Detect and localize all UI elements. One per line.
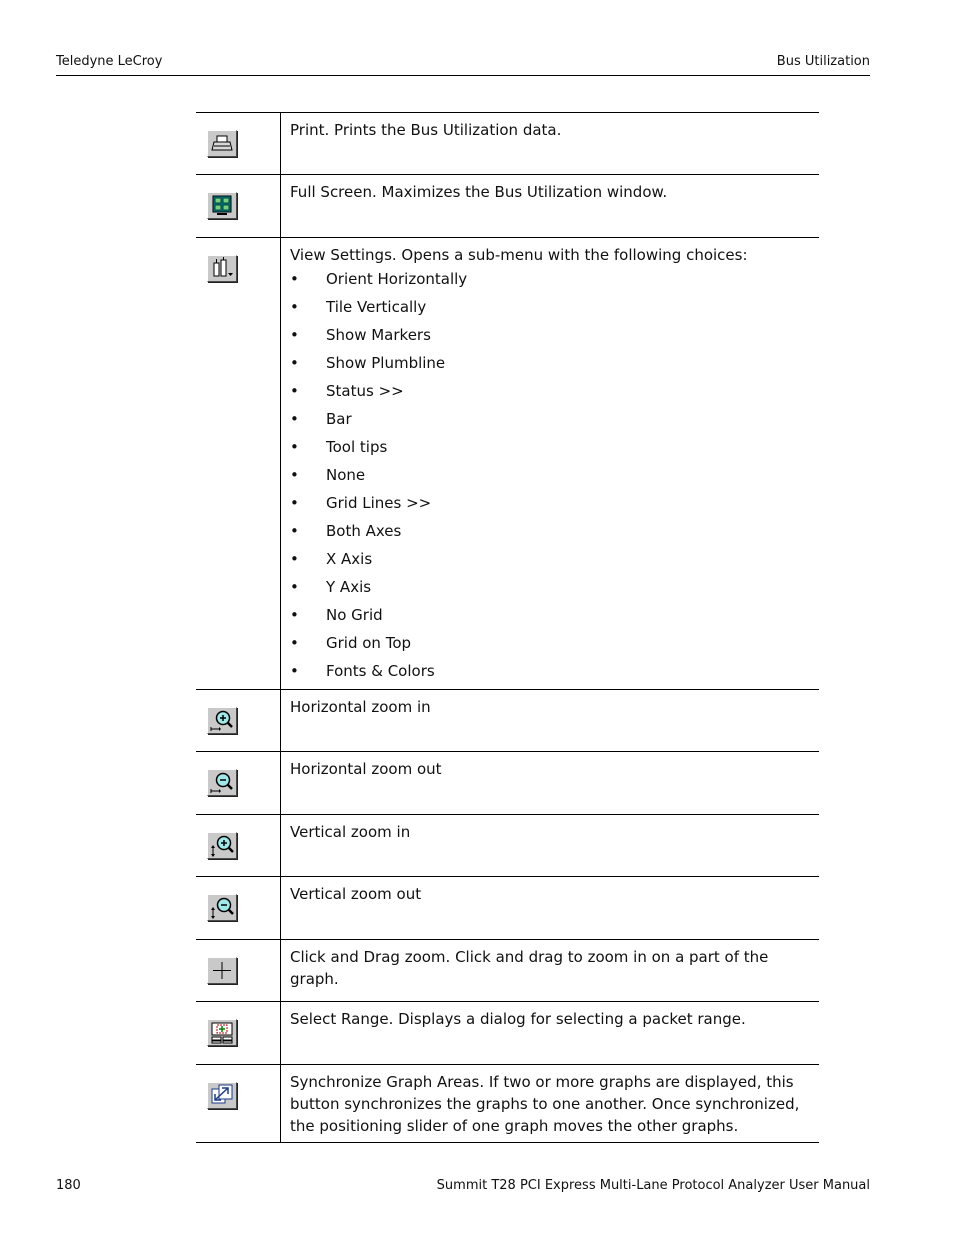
bullet: •	[290, 606, 299, 624]
row-description: Vertical zoom out	[281, 877, 820, 940]
table-row	[196, 113, 819, 175]
row-description: Full Screen. Maximizes the Bus Utilization window.	[281, 175, 820, 238]
option-label: Y Axis	[326, 578, 372, 596]
table-row	[196, 940, 819, 1002]
table-row	[196, 1002, 819, 1065]
header-divider	[56, 75, 870, 76]
bullet: •	[290, 634, 299, 652]
bullet: •	[290, 382, 299, 400]
table-row	[196, 1065, 819, 1143]
option-label: Both Axes	[326, 522, 402, 540]
bullet: •	[290, 494, 299, 512]
vertical-zoom-out-icon[interactable]	[207, 894, 237, 921]
bullet: •	[290, 326, 299, 344]
list-item	[290, 632, 819, 660]
table-row	[196, 815, 819, 877]
list-item	[290, 520, 819, 548]
option-label: Grid Lines >>	[326, 494, 432, 512]
view-settings-options	[290, 268, 819, 688]
manual-title: Summit T28 PCI Express Multi-Lane Protocol Analyzer User Manual	[436, 1178, 870, 1193]
row-description: Print. Prints the Bus Utilization data.	[281, 113, 820, 175]
toolbar-buttons-table	[196, 112, 819, 1143]
option-label: Orient Horizontally	[326, 270, 468, 288]
list-item	[290, 352, 819, 380]
printer-icon[interactable]	[207, 130, 237, 157]
header-company: Teledyne LeCroy	[56, 54, 163, 69]
row-description: Synchronize Graph Areas. If two or more graphs are displayed, this button synchronizes the graphs to one another. Once synchronized, the positioning slider of one graph moves the other graphs.	[281, 1065, 820, 1143]
list-item	[290, 380, 819, 408]
bullet: •	[290, 354, 299, 372]
full-screen-icon[interactable]	[207, 192, 237, 219]
view-settings-icon[interactable]	[207, 255, 237, 282]
vertical-zoom-in-icon[interactable]	[207, 832, 237, 859]
crosshair-zoom-icon[interactable]	[207, 957, 237, 984]
list-item	[290, 492, 819, 520]
list-item	[290, 464, 819, 492]
row-description: Horizontal zoom in	[281, 690, 820, 752]
bullet: •	[290, 438, 299, 456]
row-description: Vertical zoom in	[281, 815, 820, 877]
sync-graphs-icon[interactable]	[207, 1082, 237, 1109]
bullet: •	[290, 410, 299, 428]
option-label: Show Plumbline	[326, 354, 446, 372]
option-label: Status >>	[326, 382, 404, 400]
option-label: None	[326, 466, 366, 484]
option-label: Fonts & Colors	[326, 662, 435, 680]
list-item	[290, 576, 819, 604]
table-row	[196, 752, 819, 815]
page-number: 180	[56, 1178, 81, 1193]
table-row	[196, 238, 819, 690]
bullet: •	[290, 662, 299, 680]
option-label: Grid on Top	[326, 634, 412, 652]
table-row	[196, 877, 819, 940]
row-description: View Settings. Opens a sub-menu with the following choices:	[290, 246, 748, 264]
bullet: •	[290, 522, 299, 540]
option-label: X Axis	[326, 550, 373, 568]
bullet: •	[290, 578, 299, 596]
bullet: •	[290, 550, 299, 568]
table-row	[196, 690, 819, 752]
option-label: Tile Vertically	[326, 298, 427, 316]
list-item	[290, 604, 819, 632]
list-item	[290, 324, 819, 352]
row-description: Select Range. Displays a dialog for selecting a packet range.	[281, 1002, 820, 1065]
list-item	[290, 436, 819, 464]
select-range-icon[interactable]	[207, 1019, 237, 1046]
row-description: Click and Drag zoom. Click and drag to zoom in on a part of the graph.	[281, 940, 820, 1002]
row-description: Horizontal zoom out	[281, 752, 820, 815]
option-label: No Grid	[326, 606, 383, 624]
option-label: Show Markers	[326, 326, 431, 344]
bullet: •	[290, 270, 299, 288]
header-section: Bus Utilization	[776, 54, 870, 69]
list-item	[290, 660, 819, 688]
list-item	[290, 296, 819, 324]
table-row	[196, 175, 819, 238]
bullet: •	[290, 298, 299, 316]
bullet: •	[290, 466, 299, 484]
option-label: Bar	[326, 410, 352, 428]
list-item	[290, 408, 819, 436]
list-item	[290, 548, 819, 576]
list-item	[290, 268, 819, 296]
horizontal-zoom-out-icon[interactable]	[207, 769, 237, 796]
horizontal-zoom-in-icon[interactable]	[207, 707, 237, 734]
option-label: Tool tips	[326, 438, 388, 456]
